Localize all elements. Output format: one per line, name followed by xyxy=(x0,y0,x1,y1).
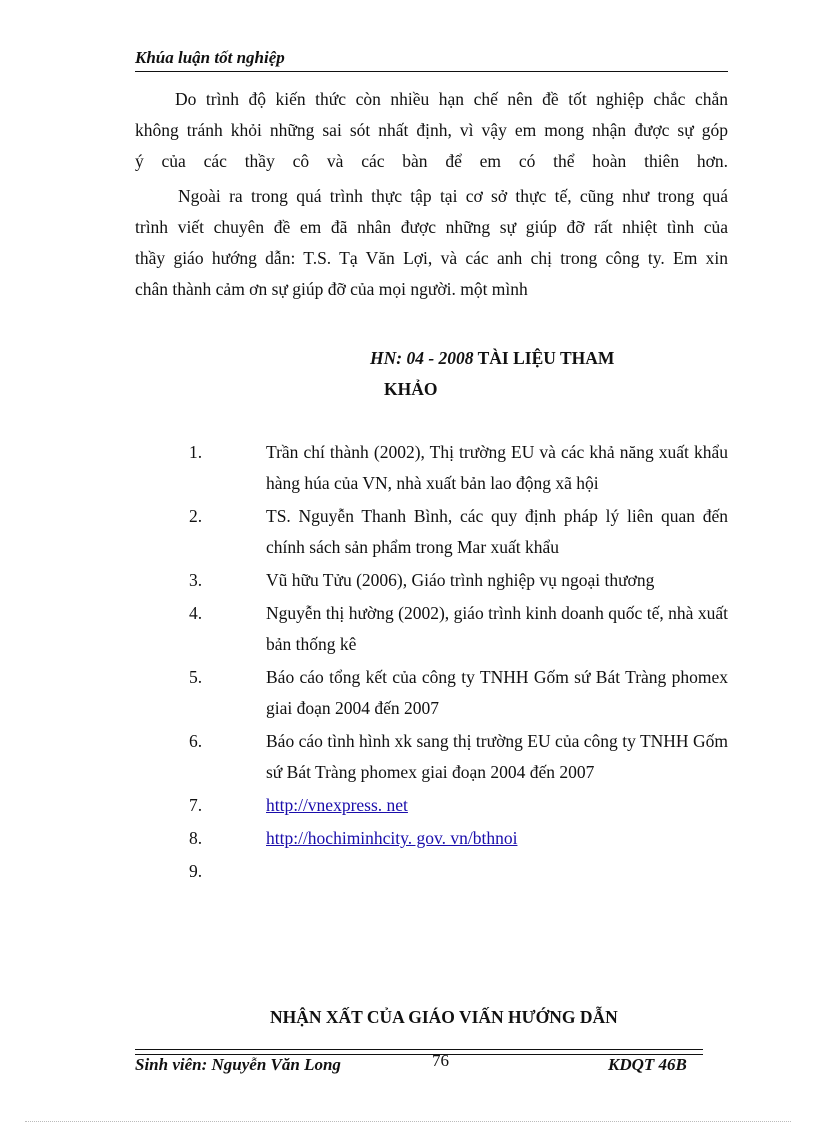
paragraph-line: chân thành cảm ơn sự giúp đỡ của mọi người. một mình xyxy=(135,279,528,299)
reference-number: 5. xyxy=(189,667,203,687)
references-title-part1: TÀI LIỆU THAM xyxy=(473,348,615,368)
reference-text: Nguyễn thị hường (2002), giáo trình kinh doanh quốc tế, nhà xuất bản thống kê xyxy=(266,603,728,654)
paragraph-thanks xyxy=(135,181,728,305)
references-title-part2: KHẢO xyxy=(384,379,438,399)
reference-number: 3. xyxy=(189,570,203,590)
reference-number: 7. xyxy=(189,795,203,815)
reference-number: 2. xyxy=(189,506,203,526)
reference-item xyxy=(135,823,728,854)
references-heading xyxy=(370,343,730,405)
reference-text xyxy=(266,790,728,821)
paragraph-line: Do trình độ kiến thức còn nhiều hạn chế nên đề tốt nghiệp chắc chắn xyxy=(175,89,728,109)
reference-text xyxy=(266,856,728,887)
reference-number: 4. xyxy=(189,603,203,623)
reference-text: Trần chí thành (2002), Thị trường EU và các khả năng xuất khẩu hàng húa của VN, nhà xuất bản lao động xã hội xyxy=(266,442,728,493)
reference-item xyxy=(135,790,728,821)
footer-class-code: KDQT 46B xyxy=(608,1055,687,1074)
reference-item xyxy=(135,726,728,788)
paragraph-line: ý của các thầy cô và các bàn để em có thể hoàn thiên hơn. xyxy=(135,151,728,171)
reference-text: Báo cáo tổng kết của công ty TNHH Gốm sứ Bát Tràng phomex giai đoạn 2004 đến 2007 xyxy=(266,667,728,718)
advisor-comment-heading: NHẬN XẤT CỦA GIÁO VIẤN HƯỚNG DẪN xyxy=(270,1007,618,1027)
reference-link[interactable]: http://vnexpress. net xyxy=(266,795,408,815)
reference-number: 6. xyxy=(189,731,203,751)
reference-number: 8. xyxy=(189,828,203,848)
reference-number: 9. xyxy=(189,861,203,881)
running-header-title: Khúa luận tốt nghiệp xyxy=(135,48,285,67)
reference-text: Báo cáo tình hình xk sang thị trường EU của công ty TNHH Gốm sứ Bát Tràng phomex giai đoạn 2004 đến 2007 xyxy=(266,731,728,782)
paragraph-limitations xyxy=(135,84,728,177)
reference-list xyxy=(135,437,728,889)
paragraph-line: thầy giáo hướng dẫn: T.S. Tạ Văn Lợi, và các anh chị trong công ty. Em xin xyxy=(135,248,728,268)
reference-item xyxy=(135,662,728,724)
paragraph-line: không tránh khỏi những sai sót nhất định, vì vậy em mong nhận được sự góp xyxy=(135,120,728,140)
reference-text xyxy=(266,823,728,854)
paragraph-line: Ngoài ra trong quá trình thực tập tại cơ sở thực tế, cũng như trong quá xyxy=(178,186,728,206)
header-rule xyxy=(135,71,728,72)
reference-text: TS. Nguyễn Thanh Bình, các quy định pháp lý liên quan đến chính sách sản phẩm trong Mar xuất khẩu xyxy=(266,506,728,557)
page-number: 76 xyxy=(432,1051,449,1070)
reference-item xyxy=(135,598,728,660)
reference-number: 1. xyxy=(189,442,203,462)
reference-item xyxy=(135,437,728,499)
reference-item xyxy=(135,856,728,887)
reference-link[interactable]: http://hochiminhcity. gov. vn/bthnoi xyxy=(266,828,518,848)
date-label: HN: 04 - 2008 xyxy=(370,348,474,368)
footer-student-name: Sinh viên: Nguyễn Văn Long xyxy=(135,1055,341,1074)
reference-text: Vũ hữu Tửu (2006), Giáo trình nghiệp vụ ngoại thương xyxy=(266,570,655,590)
reference-item xyxy=(135,565,728,596)
paragraph-line: trình viết chuyên đề em đã nhân được những sự giúp đỡ rất nhiệt tình của xyxy=(135,217,728,237)
page-edge-dotted-line xyxy=(25,1121,791,1122)
reference-item xyxy=(135,501,728,563)
